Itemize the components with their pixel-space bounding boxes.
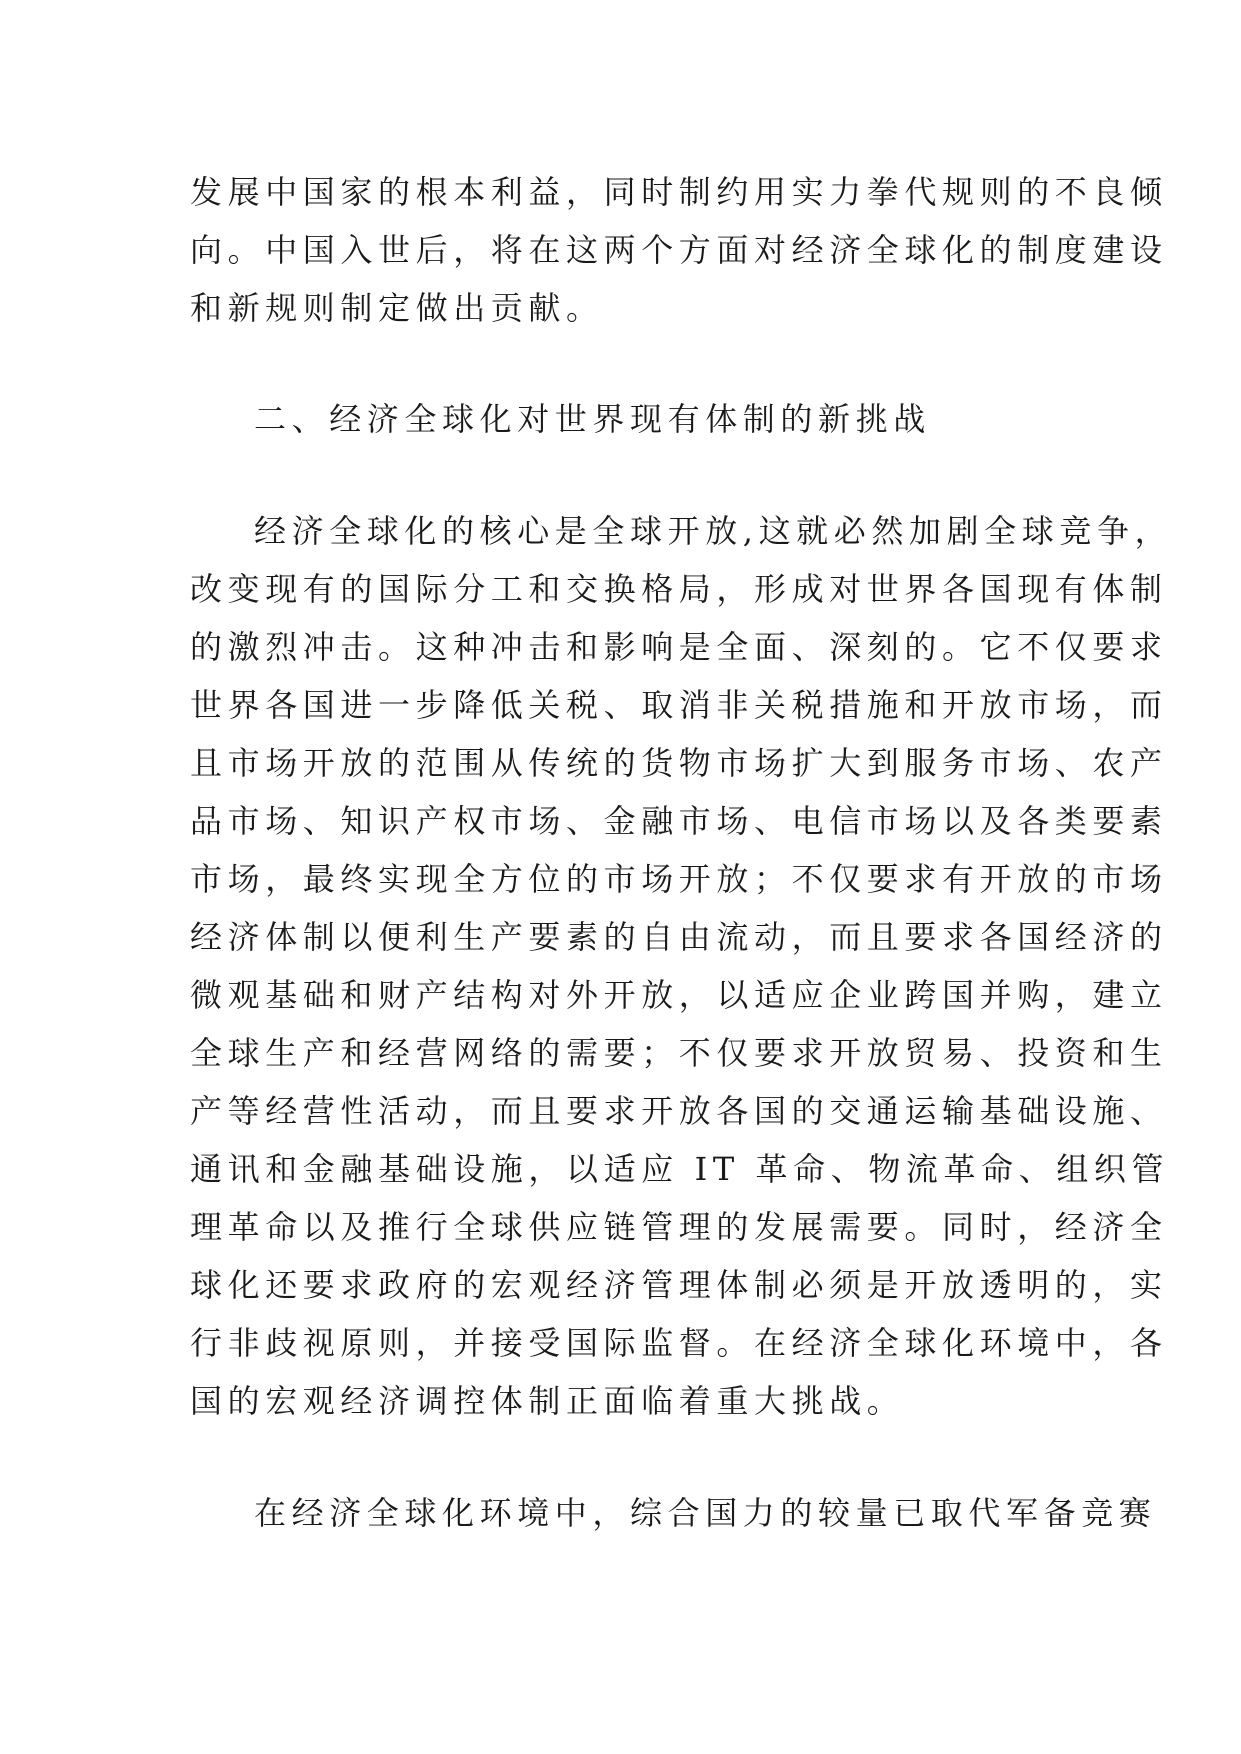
paragraph-line: 的激烈冲击。这种冲击和影响是全面、深刻的。它不仅要求	[190, 628, 1168, 666]
paragraph-line: 在经济全球化环境中，综合国力的较量已取代军备竞赛	[254, 1494, 1157, 1532]
paragraph-line: 品市场、知识产权市场、金融市场、电信市场以及各类要素	[190, 802, 1168, 840]
paragraph-line: 改变现有的国际分工和交换格局，形成对世界各国现有体制	[190, 570, 1168, 608]
paragraph-line: 行非歧视原则，并接受国际监督。在经济全球化环境中，各	[190, 1324, 1168, 1362]
paragraph-line: 产等经营性活动，而且要求开放各国的交通运输基础设施、	[190, 1092, 1168, 1130]
paragraph-line: 经济体制以便利生产要素的自由流动，而且要求各国经济的	[190, 918, 1168, 956]
paragraph-line: 世界各国进一步降低关税、取消非关税措施和开放市场，而	[190, 686, 1168, 724]
paragraph-line: 理革命以及推行全球供应链管理的发展需要。同时，经济全	[190, 1208, 1168, 1246]
paragraph-line: 和新规则制定做出贡献。	[190, 289, 604, 327]
paragraph-line: 国的宏观经济调控体制正面临着重大挑战。	[190, 1382, 905, 1420]
paragraph-line: 发展中国家的根本利益，同时制约用实力拳代规则的不良倾	[190, 173, 1168, 211]
paragraph-line: 经济全球化的核心是全球开放,这就必然加剧全球竞争，	[254, 512, 1173, 550]
paragraph-line: 向。中国入世后，将在这两个方面对经济全球化的制度建设	[190, 231, 1168, 269]
paragraph-line: 微观基础和财产结构对外开放，以适应企业跨国并购，建立	[190, 976, 1168, 1014]
paragraph-line: 全球生产和经营网络的需要；不仅要求开放贸易、投资和生	[190, 1034, 1168, 1072]
paragraph-line: 通讯和金融基础设施，以适应 IT 革命、物流革命、组织管	[190, 1150, 1170, 1188]
section-heading: 二、经济全球化对世界现有体制的新挑战	[254, 400, 931, 438]
paragraph-line: 球化还要求政府的宏观经济管理体制必须是开放透明的，实	[190, 1266, 1168, 1304]
paragraph-line: 且市场开放的范围从传统的货物市场扩大到服务市场、农产	[190, 744, 1168, 782]
paragraph-line: 市场，最终实现全方位的市场开放；不仅要求有开放的市场	[190, 860, 1168, 898]
